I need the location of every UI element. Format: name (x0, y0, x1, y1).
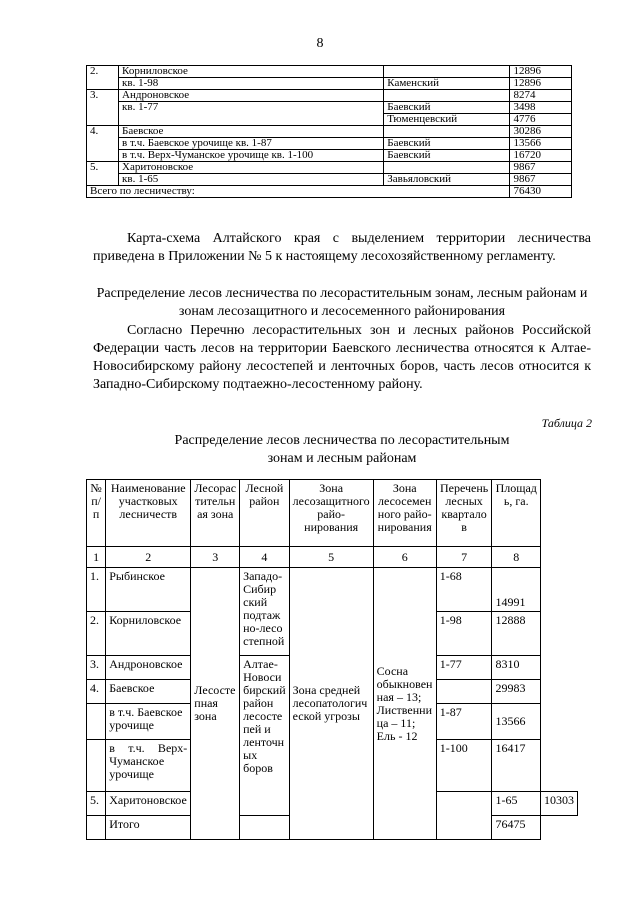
body-paragraph: Согласно Перечню лесорастительных зон и лесных районов Российской Федерации часть лесов на территории Баевского лесничества относятся к Алтае-Новосибирскому району лесостепей и ленточных боров, часть лесов относится к Западно-Сибирскому подтаежно-лесостенному району. (93, 323, 591, 392)
forestry-name: кв. 1-77 (119, 102, 384, 114)
area-value: 12896 (510, 78, 572, 90)
col-header-quarters: Перечень лесных квартало в (436, 480, 492, 547)
row-number (87, 114, 119, 126)
forestry-name: Корниловское (106, 612, 191, 656)
district-name: Баевский (384, 138, 510, 150)
quarters: 1-98 (436, 612, 492, 656)
district-name (384, 162, 510, 174)
district-name (384, 90, 510, 102)
table-row (87, 90, 572, 102)
page-number: 8 (316, 36, 324, 51)
column-numbers-row (87, 547, 578, 568)
area-value: 4776 (510, 114, 572, 126)
row-number: 3. (87, 656, 106, 680)
district-name: Завьяловский (384, 174, 510, 186)
table-row (87, 126, 572, 138)
table-row (87, 102, 572, 114)
quarters: 1-68 (436, 568, 492, 612)
district-name (384, 126, 510, 138)
row-number (87, 816, 106, 840)
table-row (87, 174, 572, 186)
table-label: Таблица 2 (541, 416, 592, 430)
district-name: Тюменцевский (384, 114, 510, 126)
forestry-area-table-continued (86, 65, 572, 198)
col-number: 5 (289, 547, 373, 568)
table-title-line-1: Распределение лесов лесничества по лесорастительным (174, 433, 510, 448)
district-name: Каменский (384, 78, 510, 90)
forestry-name: кв. 1-65 (119, 174, 384, 186)
col-number: 2 (106, 547, 191, 568)
row-number: 4. (87, 126, 119, 138)
forestry-name: в т.ч. Верх-Чуманское урочище (106, 740, 191, 792)
area-value: 13566 (492, 704, 541, 740)
col-header-seed-zone: Зона лесосемен ного райо- нирования (373, 480, 436, 547)
row-number: 2. (87, 612, 106, 656)
area-value: 8310 (492, 656, 541, 680)
col-number: 7 (436, 547, 492, 568)
row-number (87, 704, 106, 740)
total-area: 76430 (510, 186, 572, 198)
area-value: 3498 (510, 102, 572, 114)
table-row (87, 568, 578, 612)
row-number (87, 740, 106, 792)
quarters: 1-87 (436, 704, 492, 740)
forestry-name: кв. 1-98 (119, 78, 384, 90)
total-label: Итого (106, 816, 191, 840)
forestry-name: Корниловское (119, 66, 384, 78)
forestry-name: Рыбинское (106, 568, 191, 612)
col-number: 3 (191, 547, 240, 568)
district-name: Баевский (384, 150, 510, 162)
forestry-name: в т.ч. Баевское урочище кв. 1-87 (119, 138, 384, 150)
col-number: 8 (492, 547, 541, 568)
table-row (87, 78, 572, 90)
table-title-line-2: зонам и лесным районам (267, 451, 417, 466)
col-number: 1 (87, 547, 106, 568)
row-number: 5. (87, 162, 119, 174)
row-number: 3. (87, 90, 119, 102)
row-number: 5. (87, 792, 106, 816)
forestry-name: Андроновское (106, 656, 191, 680)
area-value: 8274 (510, 90, 572, 102)
col-header-zone: Лесорас тительн ая зона (191, 480, 240, 547)
section-heading: Распределение лесов лесничества по лесорастительным зонам, лесным районам и зонам лесозащитного и лесосеменного районирования (96, 286, 588, 319)
quarters: 1-77 (436, 656, 492, 680)
forest-district-empty (436, 792, 492, 840)
row-number: 4. (87, 680, 106, 704)
area-value: 16720 (510, 150, 572, 162)
protection-zone: Зона средней лесопатологич еской угрозы (289, 568, 373, 840)
col-header-protection-zone: Зона лесозащитного райо- нирования (289, 480, 373, 547)
table-row (87, 138, 572, 150)
table-row (87, 150, 572, 162)
table-header-row (87, 480, 578, 547)
col-header-area: Площад ь, га. (492, 480, 541, 547)
row-number: 2. (87, 66, 119, 78)
row-number (87, 138, 119, 150)
area-value: 9867 (510, 174, 572, 186)
table-row (87, 66, 572, 78)
forest-district-altai-novosibirsk: Алтае- Новоси бирский район лесосте пей и ленточн ых боров (240, 656, 290, 816)
table-total-row (87, 186, 572, 198)
area-value: 10303 (541, 792, 578, 816)
forestry-name: в т.ч. Баевское урочище (106, 704, 191, 740)
area-value: 13566 (510, 138, 572, 150)
area-value: 9867 (510, 162, 572, 174)
row-number (87, 102, 119, 114)
area-value: 14991 (492, 568, 541, 612)
row-number (87, 174, 119, 186)
table-row (87, 162, 572, 174)
area-value: 12896 (510, 66, 572, 78)
district-name (384, 66, 510, 78)
quarters: 1-65 (492, 792, 541, 816)
table-title (93, 432, 591, 468)
col-number: 4 (240, 547, 290, 568)
forestry-name: Баевское (106, 680, 191, 704)
row-number: 1. (87, 568, 106, 612)
area-value: 29983 (492, 680, 541, 704)
forest-zones-table (86, 479, 578, 840)
forestry-name: в т.ч. Верх-Чуманское урочище кв. 1-100 (119, 150, 384, 162)
quarters (240, 816, 290, 840)
row-number (87, 78, 119, 90)
forest-zone: Лесосте пная зона (191, 568, 240, 840)
forestry-name (119, 114, 384, 126)
seed-zone: Сосна обыкновен ная – 13; Лиственни ца – 11; Ель - 12 (373, 568, 436, 840)
forestry-name: Харитоновское (106, 792, 191, 816)
map-note: Карта-схема Алтайского края с выделением территории лесничества приведена в Приложении № 5 к настоящему лесохозяйственному регламенту. (93, 231, 591, 264)
col-header-name: Наименование участковых лесничеств (106, 480, 191, 547)
col-header-district: Лесной район (240, 480, 290, 547)
quarters: 1-100 (436, 740, 492, 792)
col-number: 6 (373, 547, 436, 568)
table-row (87, 114, 572, 126)
area-value: 30286 (510, 126, 572, 138)
quarters (436, 680, 492, 704)
col-header-number: № п/п (87, 480, 106, 547)
forestry-name: Андроновское (119, 90, 384, 102)
total-label: Всего по лесничеству: (87, 186, 510, 198)
area-value: 12888 (492, 612, 541, 656)
district-name: Баевский (384, 102, 510, 114)
forest-district-west-siberian: Западо- Сибир ский подтаж но-лесо степной (240, 568, 290, 656)
forestry-name: Харитоновское (119, 162, 384, 174)
area-value: 16417 (492, 740, 541, 792)
total-area: 76475 (492, 816, 541, 840)
row-number (87, 150, 119, 162)
forestry-name: Баевское (119, 126, 384, 138)
